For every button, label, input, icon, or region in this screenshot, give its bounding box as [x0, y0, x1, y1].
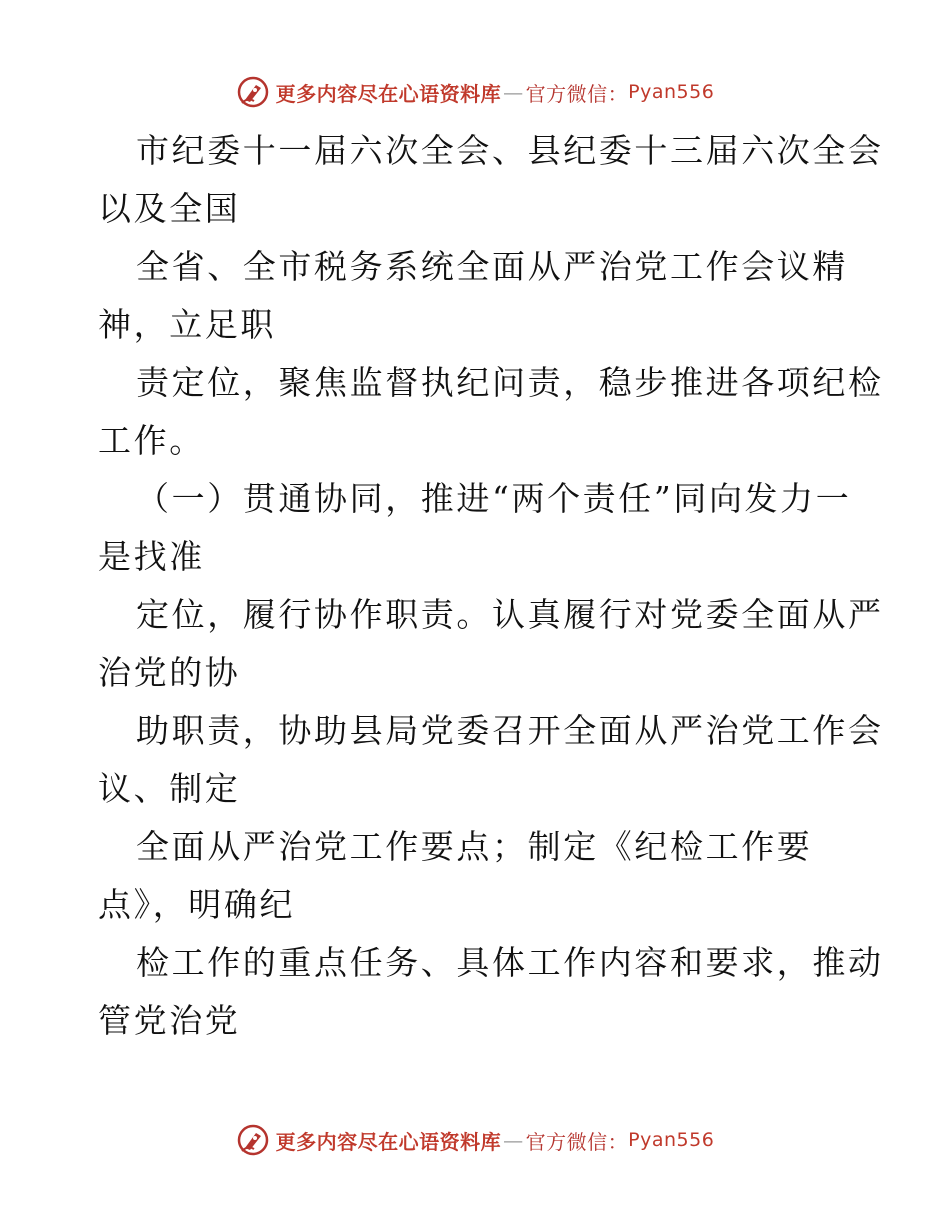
- watermark-handle: Pyan556: [628, 81, 715, 103]
- watermark-side-text: 官方微信：: [525, 81, 629, 106]
- pen-nib-logo-icon: [236, 1123, 270, 1157]
- text-line: 是找准: [98, 537, 205, 576]
- watermark-handle: Pyan556: [628, 1129, 715, 1151]
- watermark-side-text: 官方微信：: [525, 1129, 629, 1154]
- text-line: 检工作的重点任务、具体工作内容和要求，推动: [136, 943, 884, 982]
- footer-watermark: [0, 1120, 950, 1160]
- watermark-dash: —: [503, 1128, 524, 1152]
- text-line: 全面从严治党工作要点；制定《纪检工作要: [136, 827, 813, 866]
- text-line: 定位，履行协作职责。认真履行对党委全面从严: [136, 595, 884, 634]
- text-line: 助职责，协助县局党委召开全面从严治党工作会: [136, 711, 884, 750]
- text-line: （一）贯通协同，推进“两个责任”同向发力一: [136, 479, 852, 518]
- watermark-main-text: 更多内容尽在心语资料库: [275, 1129, 502, 1154]
- text-line: 市纪委十一届六次全会、县纪委十三届六次全会: [136, 131, 884, 170]
- text-line: 议、制定: [98, 769, 241, 808]
- header-watermark: [0, 72, 950, 112]
- watermark-dash: —: [503, 80, 524, 104]
- text-line: 工作。: [98, 421, 205, 460]
- text-line: 点》，明确纪: [98, 885, 296, 924]
- text-line: 以及全国: [98, 189, 241, 228]
- text-line: 责定位，聚焦监督执纪问责，稳步推进各项纪检: [136, 363, 884, 402]
- text-line: 治党的协: [98, 653, 241, 692]
- text-line: 神，立足职: [98, 305, 276, 344]
- text-line: 全省、全市税务系统全面从严治党工作会议精: [136, 247, 848, 286]
- text-line: 管党治党: [98, 1001, 241, 1040]
- document-body: [98, 122, 884, 1050]
- pen-nib-logo-icon: [236, 75, 270, 109]
- watermark-main-text: 更多内容尽在心语资料库: [275, 81, 502, 106]
